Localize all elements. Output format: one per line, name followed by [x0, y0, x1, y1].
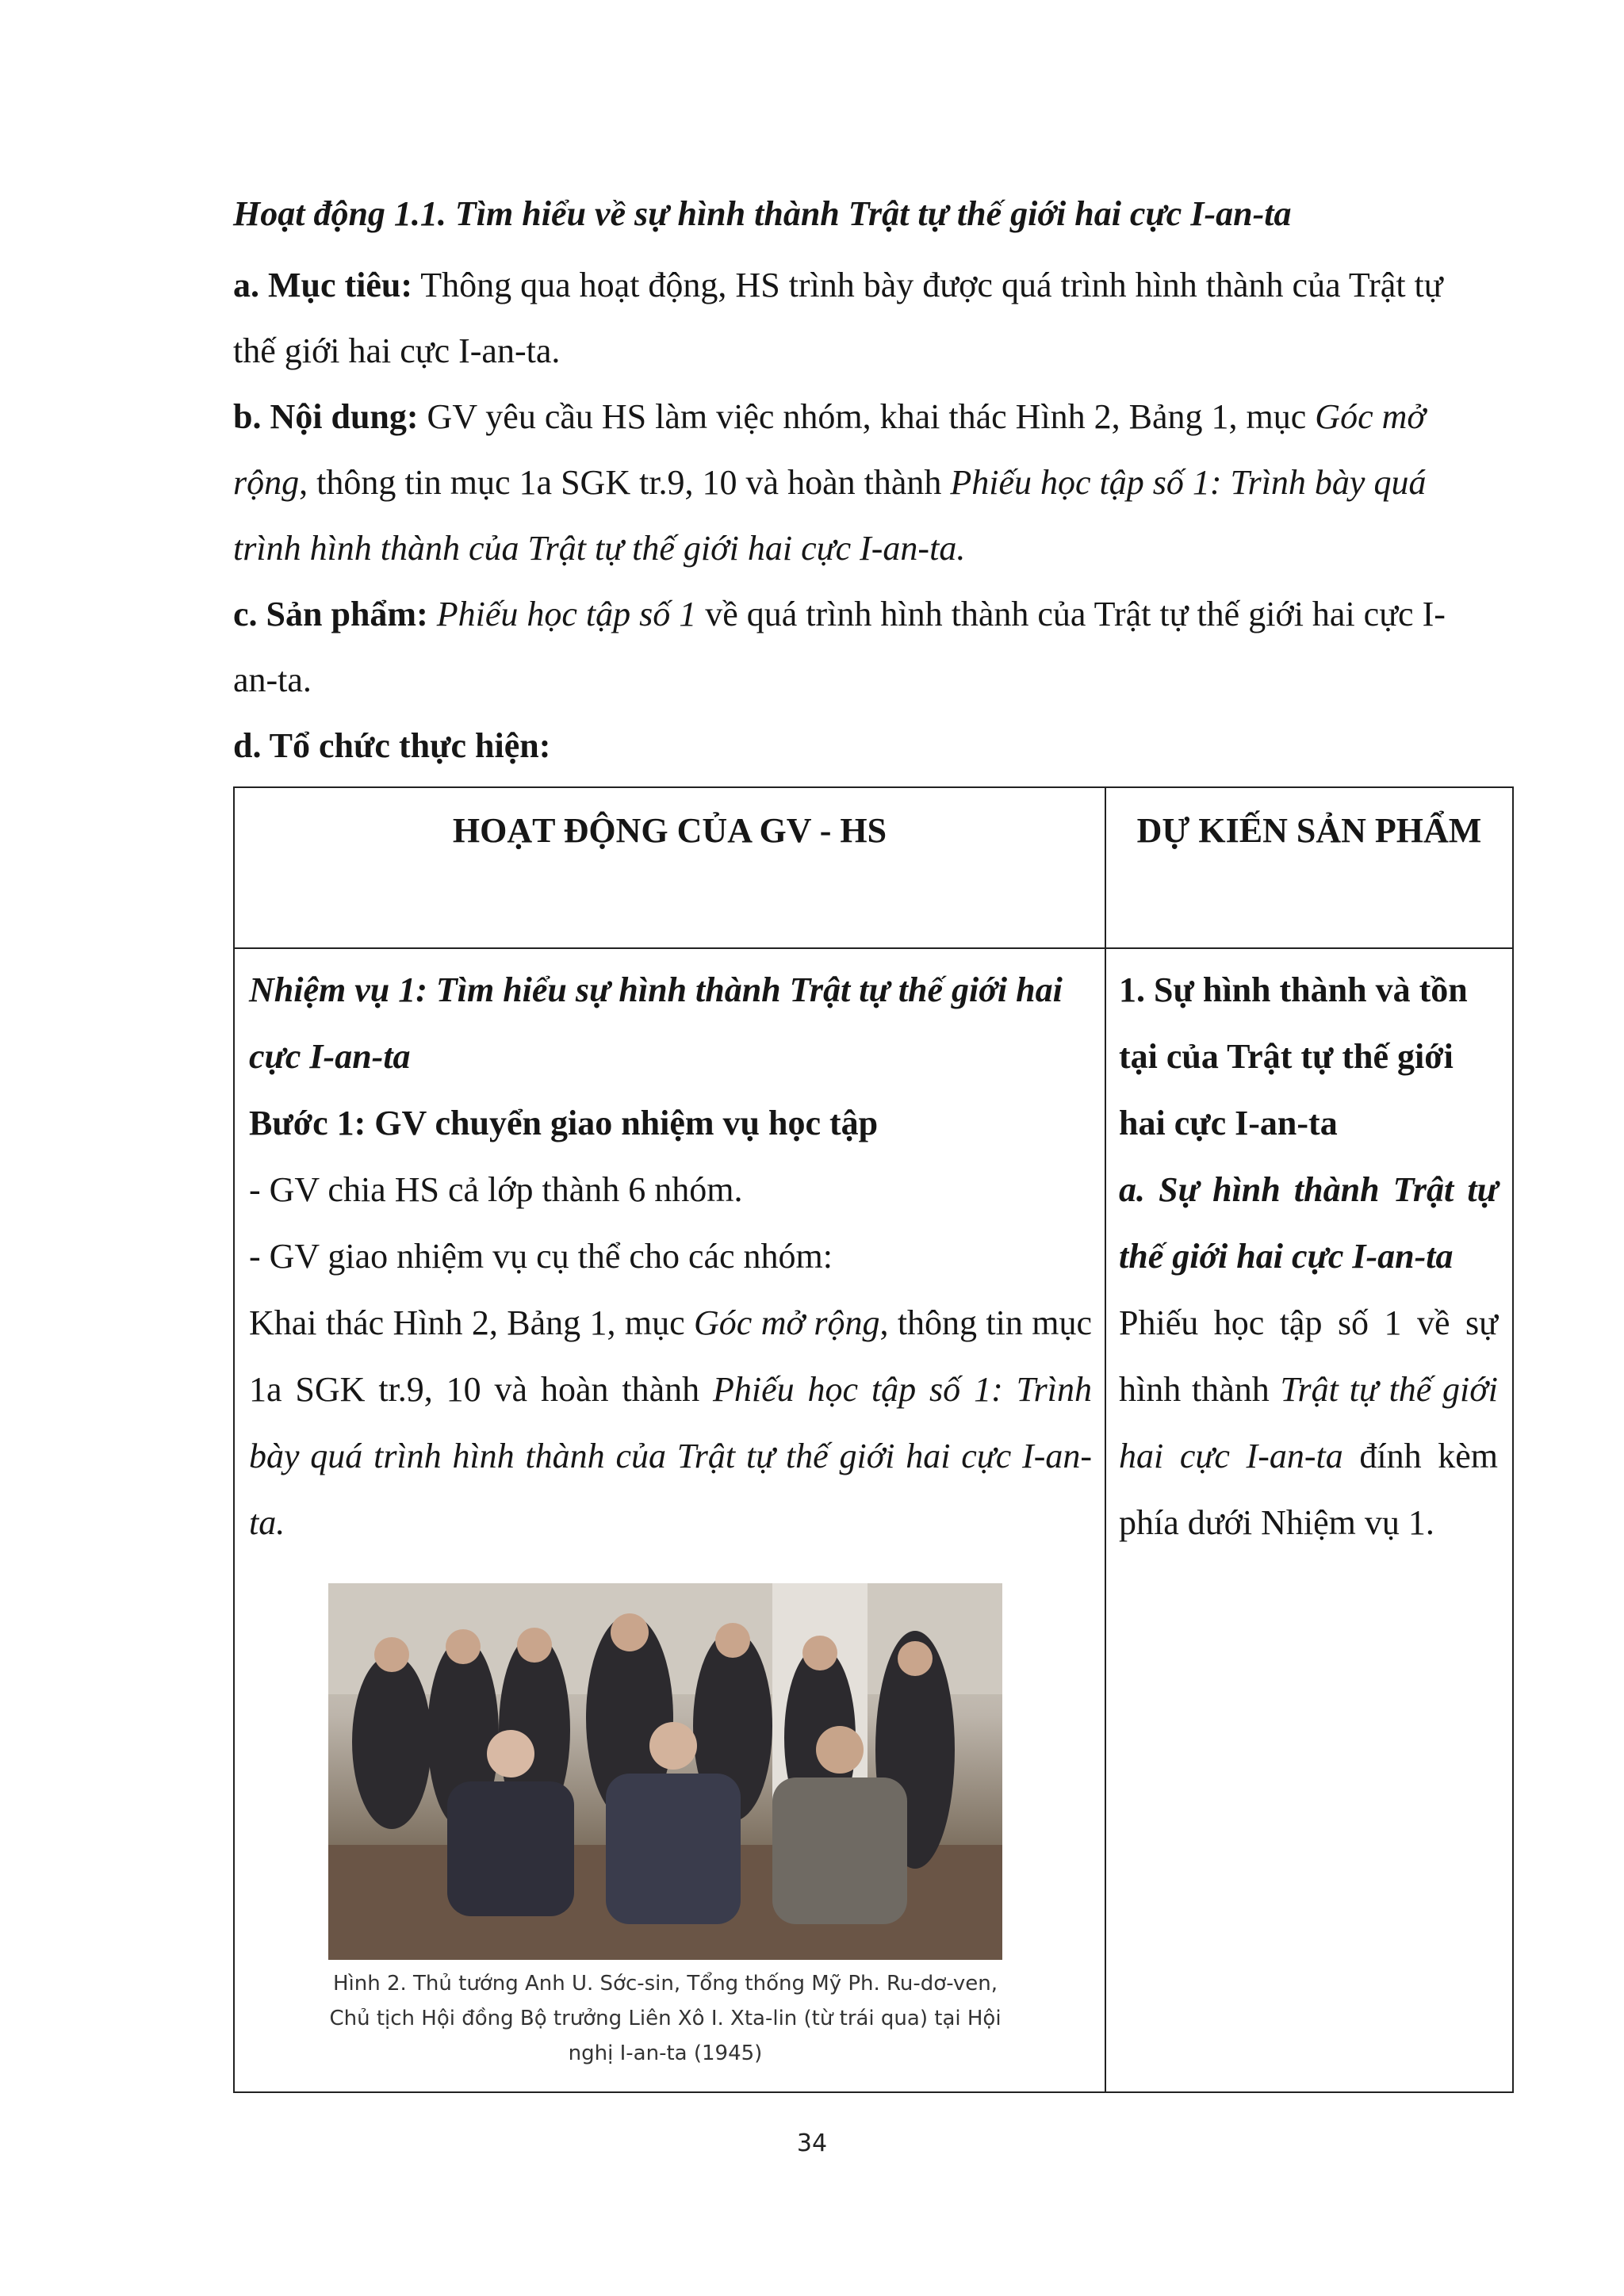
content-paragraph: [233, 384, 1486, 581]
product-desc-text-1: Phiếu học tập số 1 về sự hình thành: [1119, 1303, 1498, 1409]
page-number: 34: [796, 2130, 828, 2157]
task-title: Nhiệm vụ 1: Tìm hiểu sự hình thành Trật tự thế giới hai cực I-an-ta: [249, 970, 1063, 1076]
table-header-row: [234, 787, 1513, 948]
product-description: [1119, 1290, 1498, 1556]
task-italic-2: Phiếu học tập số 1: Trình bày quá trình hình thành của Trật tự thế giới hai cực I-an-ta.: [249, 1370, 1092, 1542]
bullet-assign: - GV giao nhiệm vụ cụ thể cho các nhóm:: [249, 1237, 833, 1276]
objective-paragraph: [233, 252, 1486, 384]
task-text-1: Khai thác Hình 2, Bảng 1, mục: [249, 1303, 695, 1342]
product-desc-text-2: đính kèm phía dưới Nhiệm vụ 1.: [1119, 1437, 1499, 1542]
task-instructions: [249, 1290, 1092, 1556]
organization-paragraph: [233, 713, 1486, 779]
activity-cell: [234, 948, 1105, 2092]
content-italic-2: Phiếu học tập số 1: Trình bày quá trình hình thành của Trật tự thế giới hai cực I-an-ta.: [233, 463, 1427, 568]
product-italic: Phiếu học tập số 1: [427, 595, 697, 633]
product-subtitle: a. Sự hình thành Trật tự thế giới hai cực I-an-ta: [1119, 1170, 1498, 1276]
bullet-groups: - GV chia HS cả lớp thành 6 nhóm.: [249, 1170, 743, 1209]
header-teacher-student-activity: HOẠT ĐỘNG CỦA GV - HS: [234, 787, 1105, 948]
task-text-2: , thông tin mục 1a SGK tr.9, 10 và hoàn thành: [249, 1303, 1093, 1409]
table-row: [234, 948, 1513, 2092]
photo-illustration: [328, 1583, 1002, 1960]
product-desc-italic: Trật tự thế giới hai cực I-an-ta: [1119, 1370, 1498, 1475]
product-section-title: 1. Sự hình thành và tồn tại của Trật tự thế giới hai cực I-an-ta: [1119, 970, 1468, 1142]
figure-yalta: [328, 1583, 1002, 2091]
figure-caption: Hình 2. Thủ tướng Anh U. Sớc-sin, Tổng thống Mỹ Ph. Ru-dơ-ven, Chủ tịch Hội đồng Bộ trưởng Liên Xô I. Xta-lin (từ trái qua) tại Hội nghị I-an-ta (1945): [329, 1972, 1002, 2065]
task-italic-1: Góc mở rộng: [694, 1303, 880, 1342]
product-text: về quá trình hình thành của Trật tự thế giới hai cực I-an-ta.: [233, 595, 1446, 699]
content-label: b. Nội dung:: [233, 397, 419, 436]
content-text-1: GV yêu cầu HS làm việc nhóm, khai thác Hình 2, Bảng 1, mục: [418, 397, 1316, 436]
product-paragraph: [233, 581, 1486, 713]
product-cell: [1105, 948, 1513, 2092]
organization-label: d. Tổ chức thực hiện:: [233, 726, 551, 765]
content-italic-1: Góc mở rộng: [233, 397, 1426, 502]
header-expected-product: DỰ KIẾN SẢN PHẨM: [1105, 787, 1513, 948]
yalta-conference-photo: [328, 1583, 1002, 1960]
product-label: c. Sản phẩm:: [233, 595, 428, 633]
content-text-2: , thông tin mục 1a SGK tr.9, 10 và hoàn thành: [299, 463, 951, 502]
step-1-title: Bước 1: GV chuyển giao nhiệm vụ học tập: [249, 1104, 879, 1142]
activity-heading: Hoạt động 1.1. Tìm hiểu về sự hình thành Trật tự thế giới hai cực I-an-ta: [233, 194, 1292, 233]
objective-label: a. Mục tiêu:: [233, 266, 413, 304]
activity-table: [233, 786, 1514, 2093]
objective-text: Thông qua hoạt động, HS trình bày được quá trình hình thành của Trật tự thế giới hai cực I-an-ta.: [233, 266, 1443, 370]
